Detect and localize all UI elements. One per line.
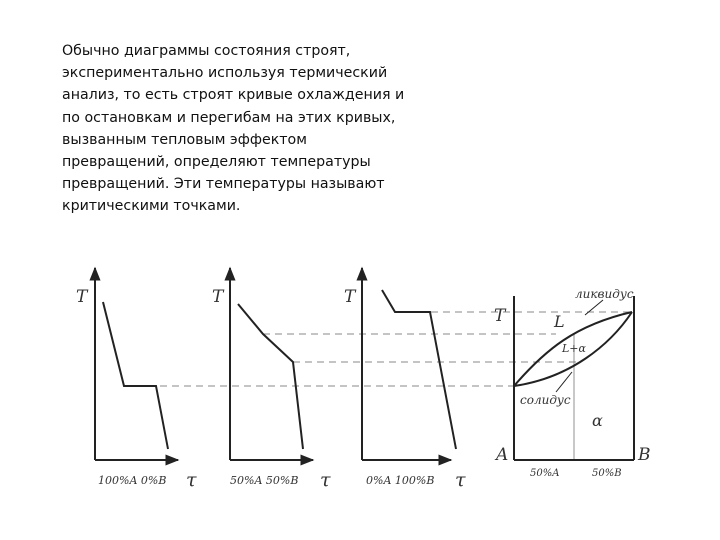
temperature-label: T: [212, 287, 224, 307]
paragraph-line: по остановкам и перегибам на этих кривых,: [62, 109, 396, 126]
paragraph-line: превращений. Эти температуры называют: [62, 176, 385, 193]
paragraph-line: критическими точками.: [62, 198, 241, 215]
cooling-curve-line: [382, 290, 456, 449]
tau-label: τ: [455, 469, 466, 491]
paragraph-line: Обычно диаграммы состояния строят,: [62, 43, 351, 59]
cooling-curve-3: [362, 268, 456, 460]
cooling-curve-line: [238, 304, 303, 449]
composition-left-label: 50%A: [530, 468, 560, 479]
phase-temperature-label: T: [494, 306, 506, 326]
composition-label: 50%A 50%B: [230, 474, 299, 487]
tau-label: τ: [186, 469, 197, 491]
solidus-pointer: [556, 372, 572, 392]
component-b-label: B: [638, 445, 651, 465]
cooling-curve-line: [103, 302, 168, 449]
tau-label: τ: [320, 469, 331, 491]
liquidus-label: ликвидус: [575, 287, 634, 301]
projection-lines: [124, 312, 632, 460]
composition-right-label: 50%B: [592, 468, 622, 479]
paragraph-line: экспериментально используя термический: [62, 65, 388, 82]
composition-label: 100%A 0%B: [98, 474, 167, 487]
solidus-label: солидус: [520, 393, 571, 407]
liquidus-pointer: [585, 300, 603, 315]
cooling-curve-1: [95, 268, 178, 460]
temperature-label: T: [344, 287, 356, 307]
paragraph-line: вызванным тепловым эффектом: [62, 131, 307, 148]
liquid-region-label: L: [554, 312, 565, 331]
cooling-curve-2: [230, 268, 313, 460]
liquid-alpha-region-label: L+α: [562, 342, 586, 355]
composition-label: 0%A 100%B: [366, 474, 435, 487]
paragraph-line: анализ, то есть строят кривые охлаждения и: [62, 87, 405, 104]
temperature-label: T: [76, 287, 88, 307]
paragraph-line: превращений, определяют температуры: [62, 154, 371, 171]
component-a-label: A: [496, 445, 509, 465]
alpha-region-label: α: [592, 411, 603, 430]
